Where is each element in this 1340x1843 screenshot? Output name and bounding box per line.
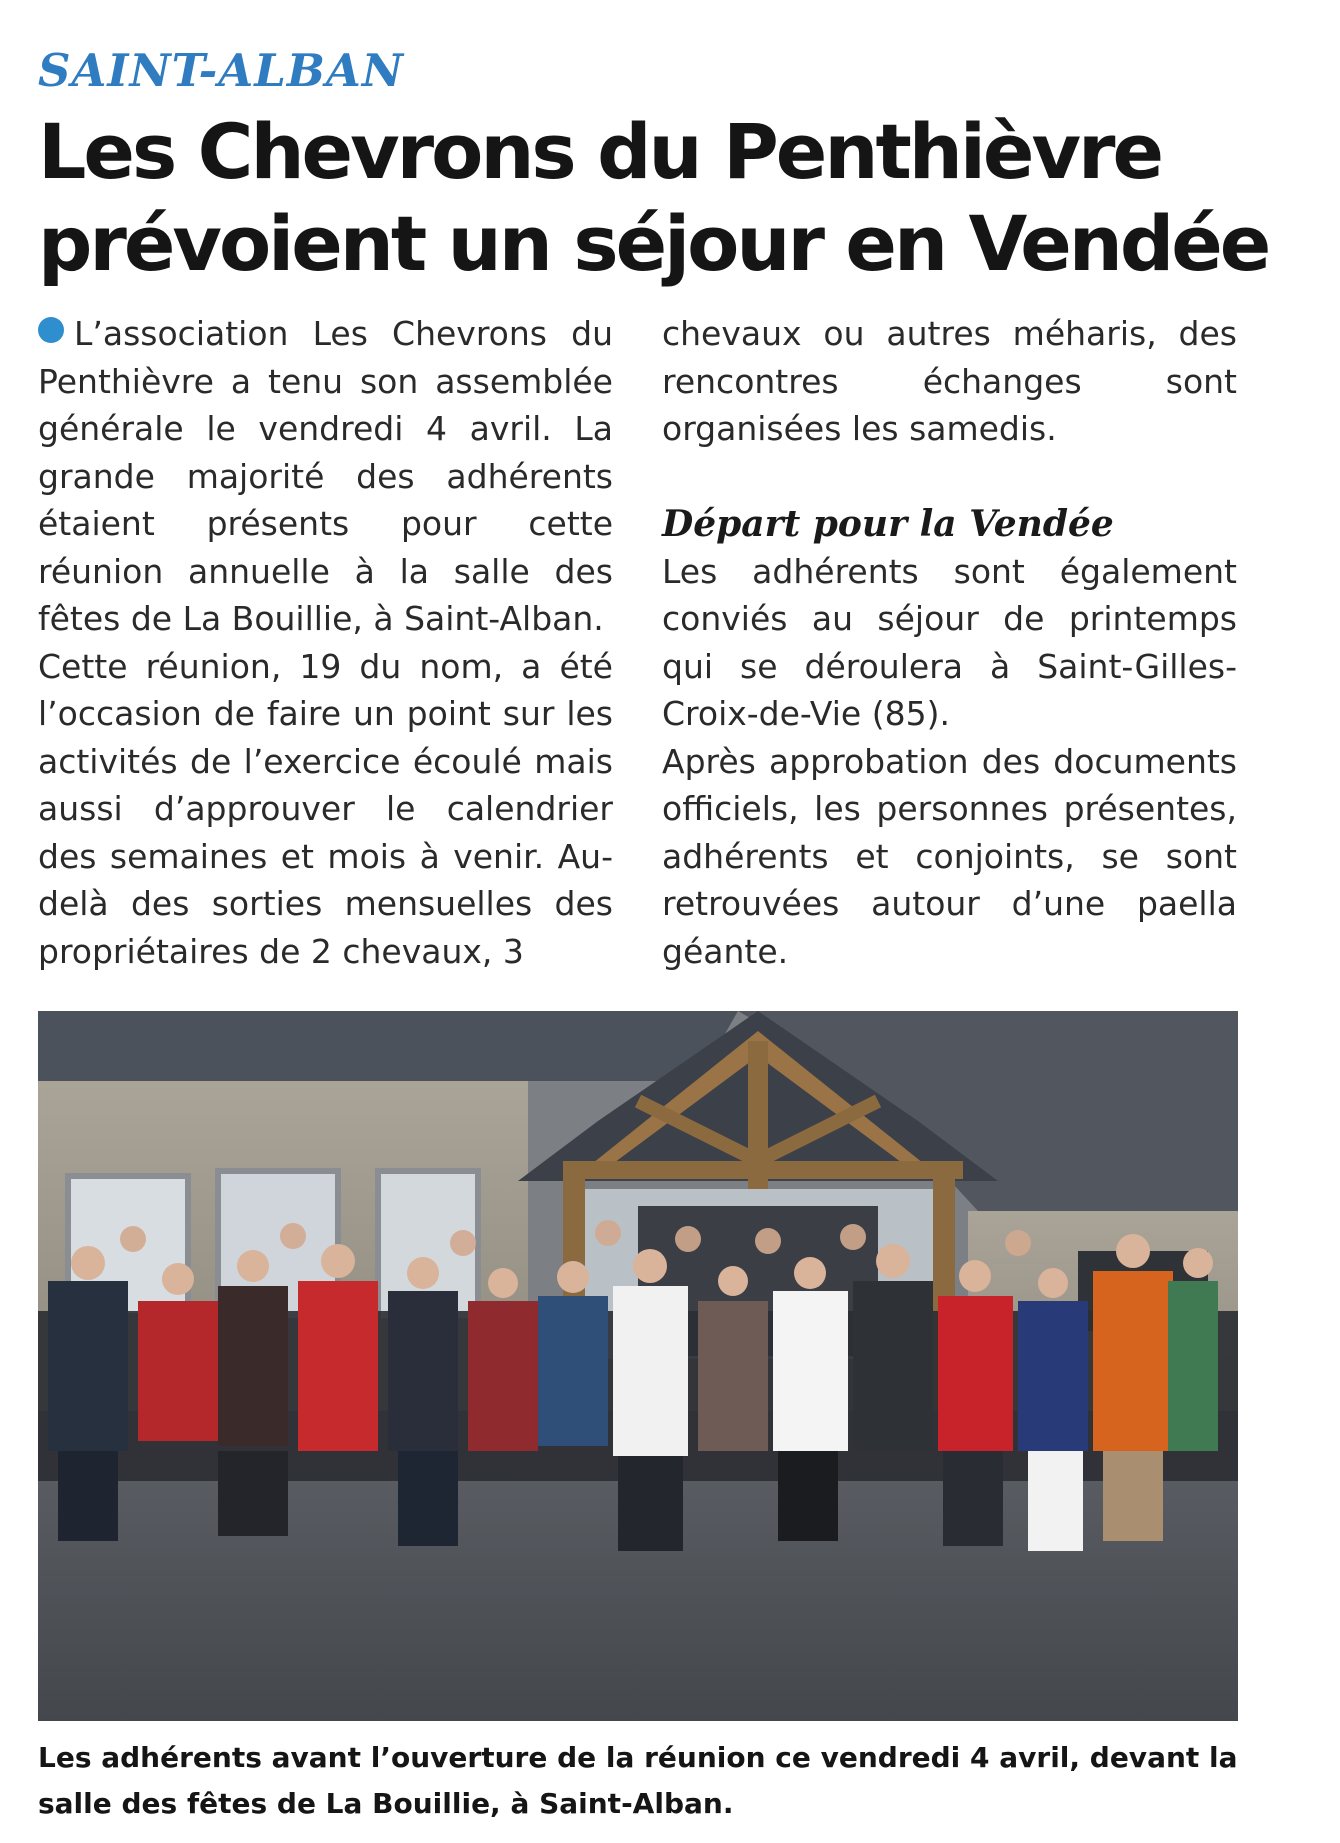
- section-kicker: SAINT-ALBAN: [38, 44, 404, 97]
- article-subhead: Départ pour la Vendée: [662, 502, 1114, 545]
- article-column-right: [662, 310, 1237, 975]
- headline-line-2: prévoient un séjour en Vendée: [38, 199, 1269, 288]
- paragraph-intro: [38, 310, 613, 643]
- paragraph-paella: Après approbation des documents officiels, les personnes présentes, adhérents et conjoints, se sont retrouvées autour d’une paella géante.: [662, 741, 1237, 971]
- bullet-dot-icon: [38, 317, 64, 343]
- article-headline: [38, 106, 1308, 290]
- article-column-left: [38, 310, 613, 975]
- paragraph-activities: chevaux ou autres méharis, des rencontres échanges sont organisées les samedis.: [662, 314, 1237, 448]
- group-photo: [38, 1011, 1238, 1721]
- paragraph-meeting: Cette réunion, 19 du nom, a été l’occasion de faire un point sur les activités de l’exercice écoulé mais aussi d’approuver le calendrier des semaines et mois à venir. Au-delà des sorties mensuelles des propriétaires de 2 chevaux, 3: [38, 646, 613, 971]
- paragraph-stay: Les adhérents sont également conviés au séjour de printemps qui se déroulera à Saint-Gilles-Croix-de-Vie (85).: [662, 551, 1237, 733]
- group-photo-illustration: [38, 1011, 1238, 1721]
- headline-line-1: Les Chevrons du Penthièvre: [38, 107, 1162, 196]
- paragraph-intro-text: L’association Les Chevrons du Penthièvre a tenu son assemblée générale le vendredi 4 avril. La grande majorité des adhérents étaient présents pour cette réunion annuelle à la salle des fêtes de La Bouillie, à Saint-Alban.: [38, 314, 613, 638]
- photo-caption: Les adhérents avant l’ouverture de la réunion ce vendredi 4 avril, devant la salle des fêtes de La Bouillie, à Saint-Alban.: [38, 1741, 1238, 1820]
